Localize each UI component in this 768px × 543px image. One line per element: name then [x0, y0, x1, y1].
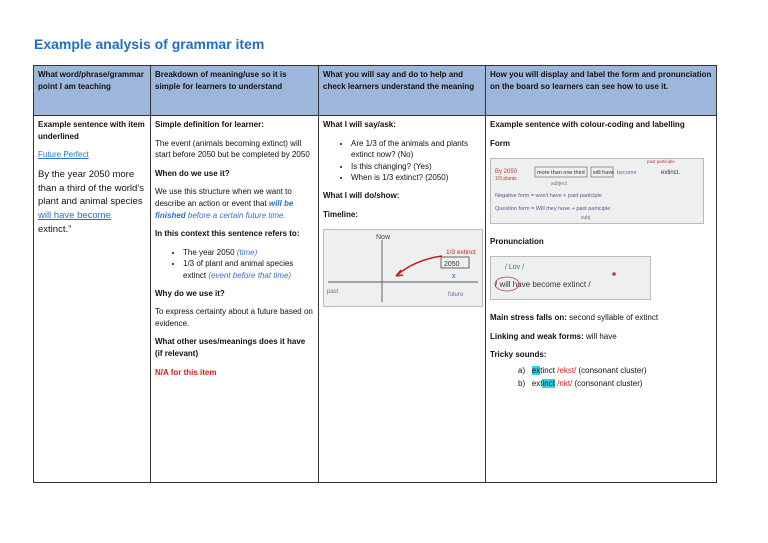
tricky-heading: Tricky sounds:: [490, 350, 547, 360]
say-heading: What I will say/ask:: [323, 120, 396, 129]
svg-text:become: become: [617, 170, 637, 177]
when-heading: When do we use it?: [155, 168, 230, 178]
context-heading: In this context this sentence refers to:: [155, 229, 300, 239]
other-uses-heading: What other uses/meanings does it have (if relevant): [155, 337, 306, 358]
header-row: [34, 66, 717, 116]
pronunciation-board-image: [490, 256, 651, 300]
future-perfect-link[interactable]: Future Perfect: [38, 150, 89, 160]
svg-text:/ Lov /: / Lov /: [505, 264, 525, 272]
header-col-1: What word/phrase/grammar point I am teaching: [34, 66, 151, 116]
content-row: [34, 116, 717, 483]
svg-text:subject: subject: [551, 181, 567, 188]
pronunciation-heading: Pronunciation: [490, 236, 544, 246]
cell-grammar-point: [34, 116, 151, 483]
header-col-3: What you will say and do to help and check learners understand the meaning: [319, 66, 486, 116]
form-board-image: [490, 158, 704, 224]
do-heading: What I will do/show:: [323, 190, 400, 200]
list-item: • Are 1/3 of the animals and plants extinct now? (No): [351, 138, 481, 161]
list-item: • The year 2050 (time): [183, 247, 314, 259]
example-sentence: By the year 2050 more than a third of the world’s plant and animal species will have become extinct.”: [38, 168, 144, 235]
svg-text:past: past: [327, 289, 339, 296]
svg-text:extinct.: extinct.: [661, 170, 681, 177]
svg-text:/ will have become extinct /: / will have become extinct /: [495, 280, 591, 290]
svg-text:Question form = Will they have: Question form = Will they have + past participle: [495, 206, 611, 213]
svg-text:2050: 2050: [444, 261, 460, 269]
svg-text:subj: subj: [581, 215, 591, 222]
svg-text:past participle: past participle: [647, 159, 675, 165]
svg-text:1/3 plants: 1/3 plants: [495, 176, 517, 183]
list-item: • Is this changing? (Yes): [351, 161, 481, 173]
list-item: a) extinct /ekst/ (consonant cluster): [518, 365, 647, 375]
header-col-2: Breakdown of meaning/use so it is simple for learners to understand: [151, 66, 319, 116]
svg-text:x: x: [452, 273, 456, 281]
page-title: Example analysis of grammar item: [34, 36, 265, 52]
cell-checking: [319, 116, 486, 483]
svg-text:more than one third: more than one third: [537, 170, 585, 177]
main-stress: Main stress falls on: second syllable of extinct: [490, 312, 659, 322]
svg-text:Negative form = won't have + p: Negative form = won't have + past participle: [495, 193, 602, 200]
simple-def-text: The event (animals becoming extinct) will start before 2050 but be completed by 2050: [155, 138, 310, 160]
question-list: [323, 138, 481, 184]
cell-board: [486, 116, 717, 483]
why-heading: Why do we use it?: [155, 288, 225, 298]
cell-meaning: [151, 116, 319, 483]
svg-text:will have: will have: [593, 170, 615, 177]
other-uses-text: N/A for this item: [155, 367, 217, 377]
example-heading: Example sentence with item underlined: [38, 120, 145, 141]
list-item: • When is 1/3 extinct? (2050): [351, 172, 481, 184]
timeline-image: [323, 229, 483, 307]
why-text: To express certainty about a future based on evidence.: [155, 307, 313, 328]
list-item: • 1/3 of plant and animal species extinct (event before that time): [183, 258, 314, 281]
svg-text:1/3 extinct: 1/3 extinct: [446, 249, 476, 257]
svg-text:Now: Now: [376, 234, 391, 242]
svg-text:By 2050: By 2050: [495, 169, 518, 176]
list-item: b) extinct /nkt/ (consonant cluster): [518, 379, 643, 389]
svg-text:future: future: [448, 292, 464, 299]
form-heading: Form: [490, 138, 510, 148]
tricky-list: [490, 365, 712, 390]
header-col-4: How you will display and label the form and pronunciation on the board so learners can see how to use it.: [486, 66, 717, 116]
linking-forms: Linking and weak forms: will have: [490, 331, 617, 341]
context-list: [155, 247, 314, 282]
underlined-item: will have become: [38, 210, 111, 222]
simple-def-heading: Simple definition for learner:: [155, 120, 264, 129]
colour-coding-heading: Example sentence with colour-coding and labelling: [490, 120, 685, 129]
when-text: We use this structure when we want to describe an action or event that will be finished before a certain future time.: [155, 187, 294, 220]
analysis-table: [33, 65, 717, 483]
timeline-heading: Timeline:: [323, 209, 358, 219]
